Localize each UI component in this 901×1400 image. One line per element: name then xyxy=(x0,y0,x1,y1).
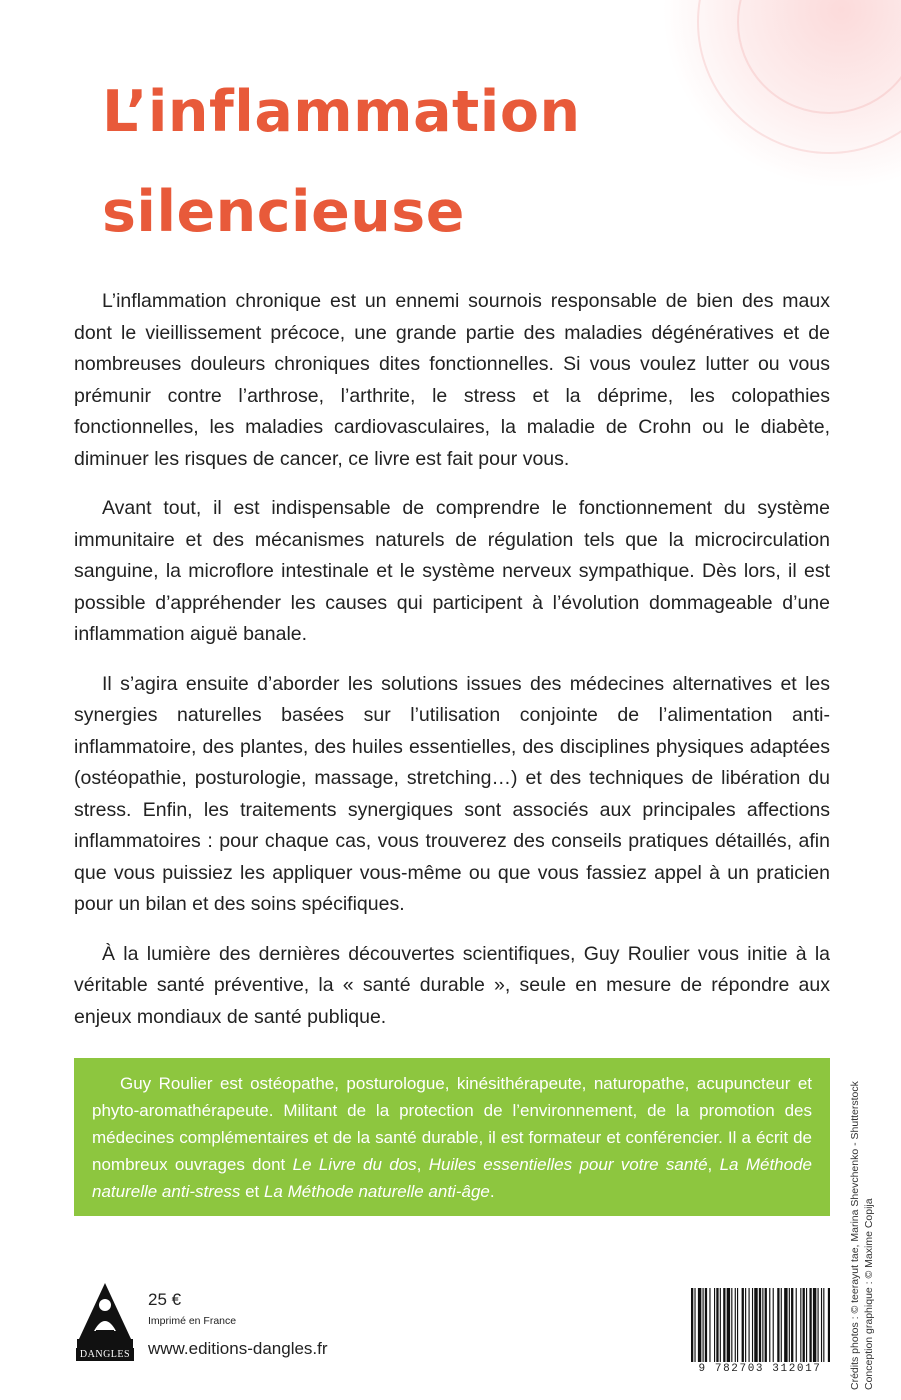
isbn-number: 9 782703 312017 xyxy=(698,1363,822,1375)
paragraph: À la lumière des dernières découvertes scientifiques, Guy Roulier vous initie à la véritable santé préventive, la « santé durable », seule en mesure de répondre aux enjeux mondiaux de santé publique. xyxy=(74,942,830,1028)
bio-text: Guy Roulier est ostéopathe, posturologue, kinésithérapeute, naturopathe, acupuncteur et phyto-aromathérapeute. Militant de la protection de l’environnement, de la promotion des médecines complémentaires et de la santé durable, il est formateur et conférencier. Il a écrit de nombreux ouvrages dont xyxy=(92,1074,812,1174)
back-cover-text xyxy=(74,286,830,1051)
author-bio-box xyxy=(74,1058,830,1216)
paragraph: Il s’agira ensuite d’aborder les solutions issues des médecines alternatives et les synergies naturelles basées sur l’utilisation conjointe de l’alimentation anti-inflammatoire, des plantes, des huiles essentielles, des disciplines physiques adaptées (ostéopathie, posturologie, massage, stretching…) et des techniques de libération du stress. Enfin, les traitements synergiques sont associés aux principales affections inflammatoires : pour chaque cas, vous trouverez des conseils pratiques détaillés, afin que vous puissiez les appliquer vous-même ou que vous fassiez appel à un praticien pour un bilan et des soins spécifiques. xyxy=(74,672,830,915)
author-bio xyxy=(92,1070,812,1205)
printed-in: Imprimé en France xyxy=(148,1315,237,1327)
bio-end: . xyxy=(489,1182,495,1201)
isbn-barcode xyxy=(690,1288,830,1364)
paragraph: Avant tout, il est indispensable de comprendre le fonctionnement du système immunitaire et des mécanismes naturels de régulation tels que la microcirculation sanguine, la microflore intestinale et le système nerveux sympathique. Dès lors, il est possible d’appréhender les causes qui participent à l’évolution dommageable d’une inflammation aiguë banale. xyxy=(74,497,830,645)
publisher-logo xyxy=(76,1281,134,1361)
title-line-1: L’inflammation xyxy=(102,79,581,145)
price: 25 € xyxy=(148,1290,182,1309)
publisher-logo-icon xyxy=(76,1281,134,1348)
book-title-4: La Méthode naturelle anti-âge xyxy=(263,1182,490,1201)
publisher-website: www.editions-dangles.fr xyxy=(148,1339,328,1358)
bio-separator: et xyxy=(240,1182,264,1201)
bio-separator: , xyxy=(707,1155,720,1174)
book-title-2: Huiles essentielles pour votre santé xyxy=(428,1155,708,1174)
credits-line-1: Crédits photos : © teerayut tae, Marina Shevchenko - Shutterstock xyxy=(849,1081,861,1390)
photo-credits xyxy=(848,1020,876,1390)
publisher-logo-text: DANGLES xyxy=(76,1348,134,1361)
book-title xyxy=(102,62,581,262)
paragraph: L’inflammation chronique est un ennemi sournois responsable de bien des maux dont le vieillissement précoce, une grande partie des maladies dégénératives et de nombreuses douleurs chroniques dites fonctionnelles. Si vous voulez lutter ou vous prémunir contre l’arthrose, l’arthrite, le stress et la déprime, les colopathies fonctionnelles, les maladies cardiovasculaires, la maladie de Crohn ou le diabète, diminuer les risques de cancer, ce livre est fait pour vous. xyxy=(74,290,830,470)
bio-separator: , xyxy=(416,1155,429,1174)
title-line-2: silencieuse xyxy=(102,179,465,245)
credits-line-2: Conception graphique : © Maxime Copija xyxy=(863,1198,875,1390)
book-title-3: La Méthode naturelle anti-stress xyxy=(92,1155,812,1201)
book-title-1: Le Livre du dos xyxy=(292,1155,417,1174)
